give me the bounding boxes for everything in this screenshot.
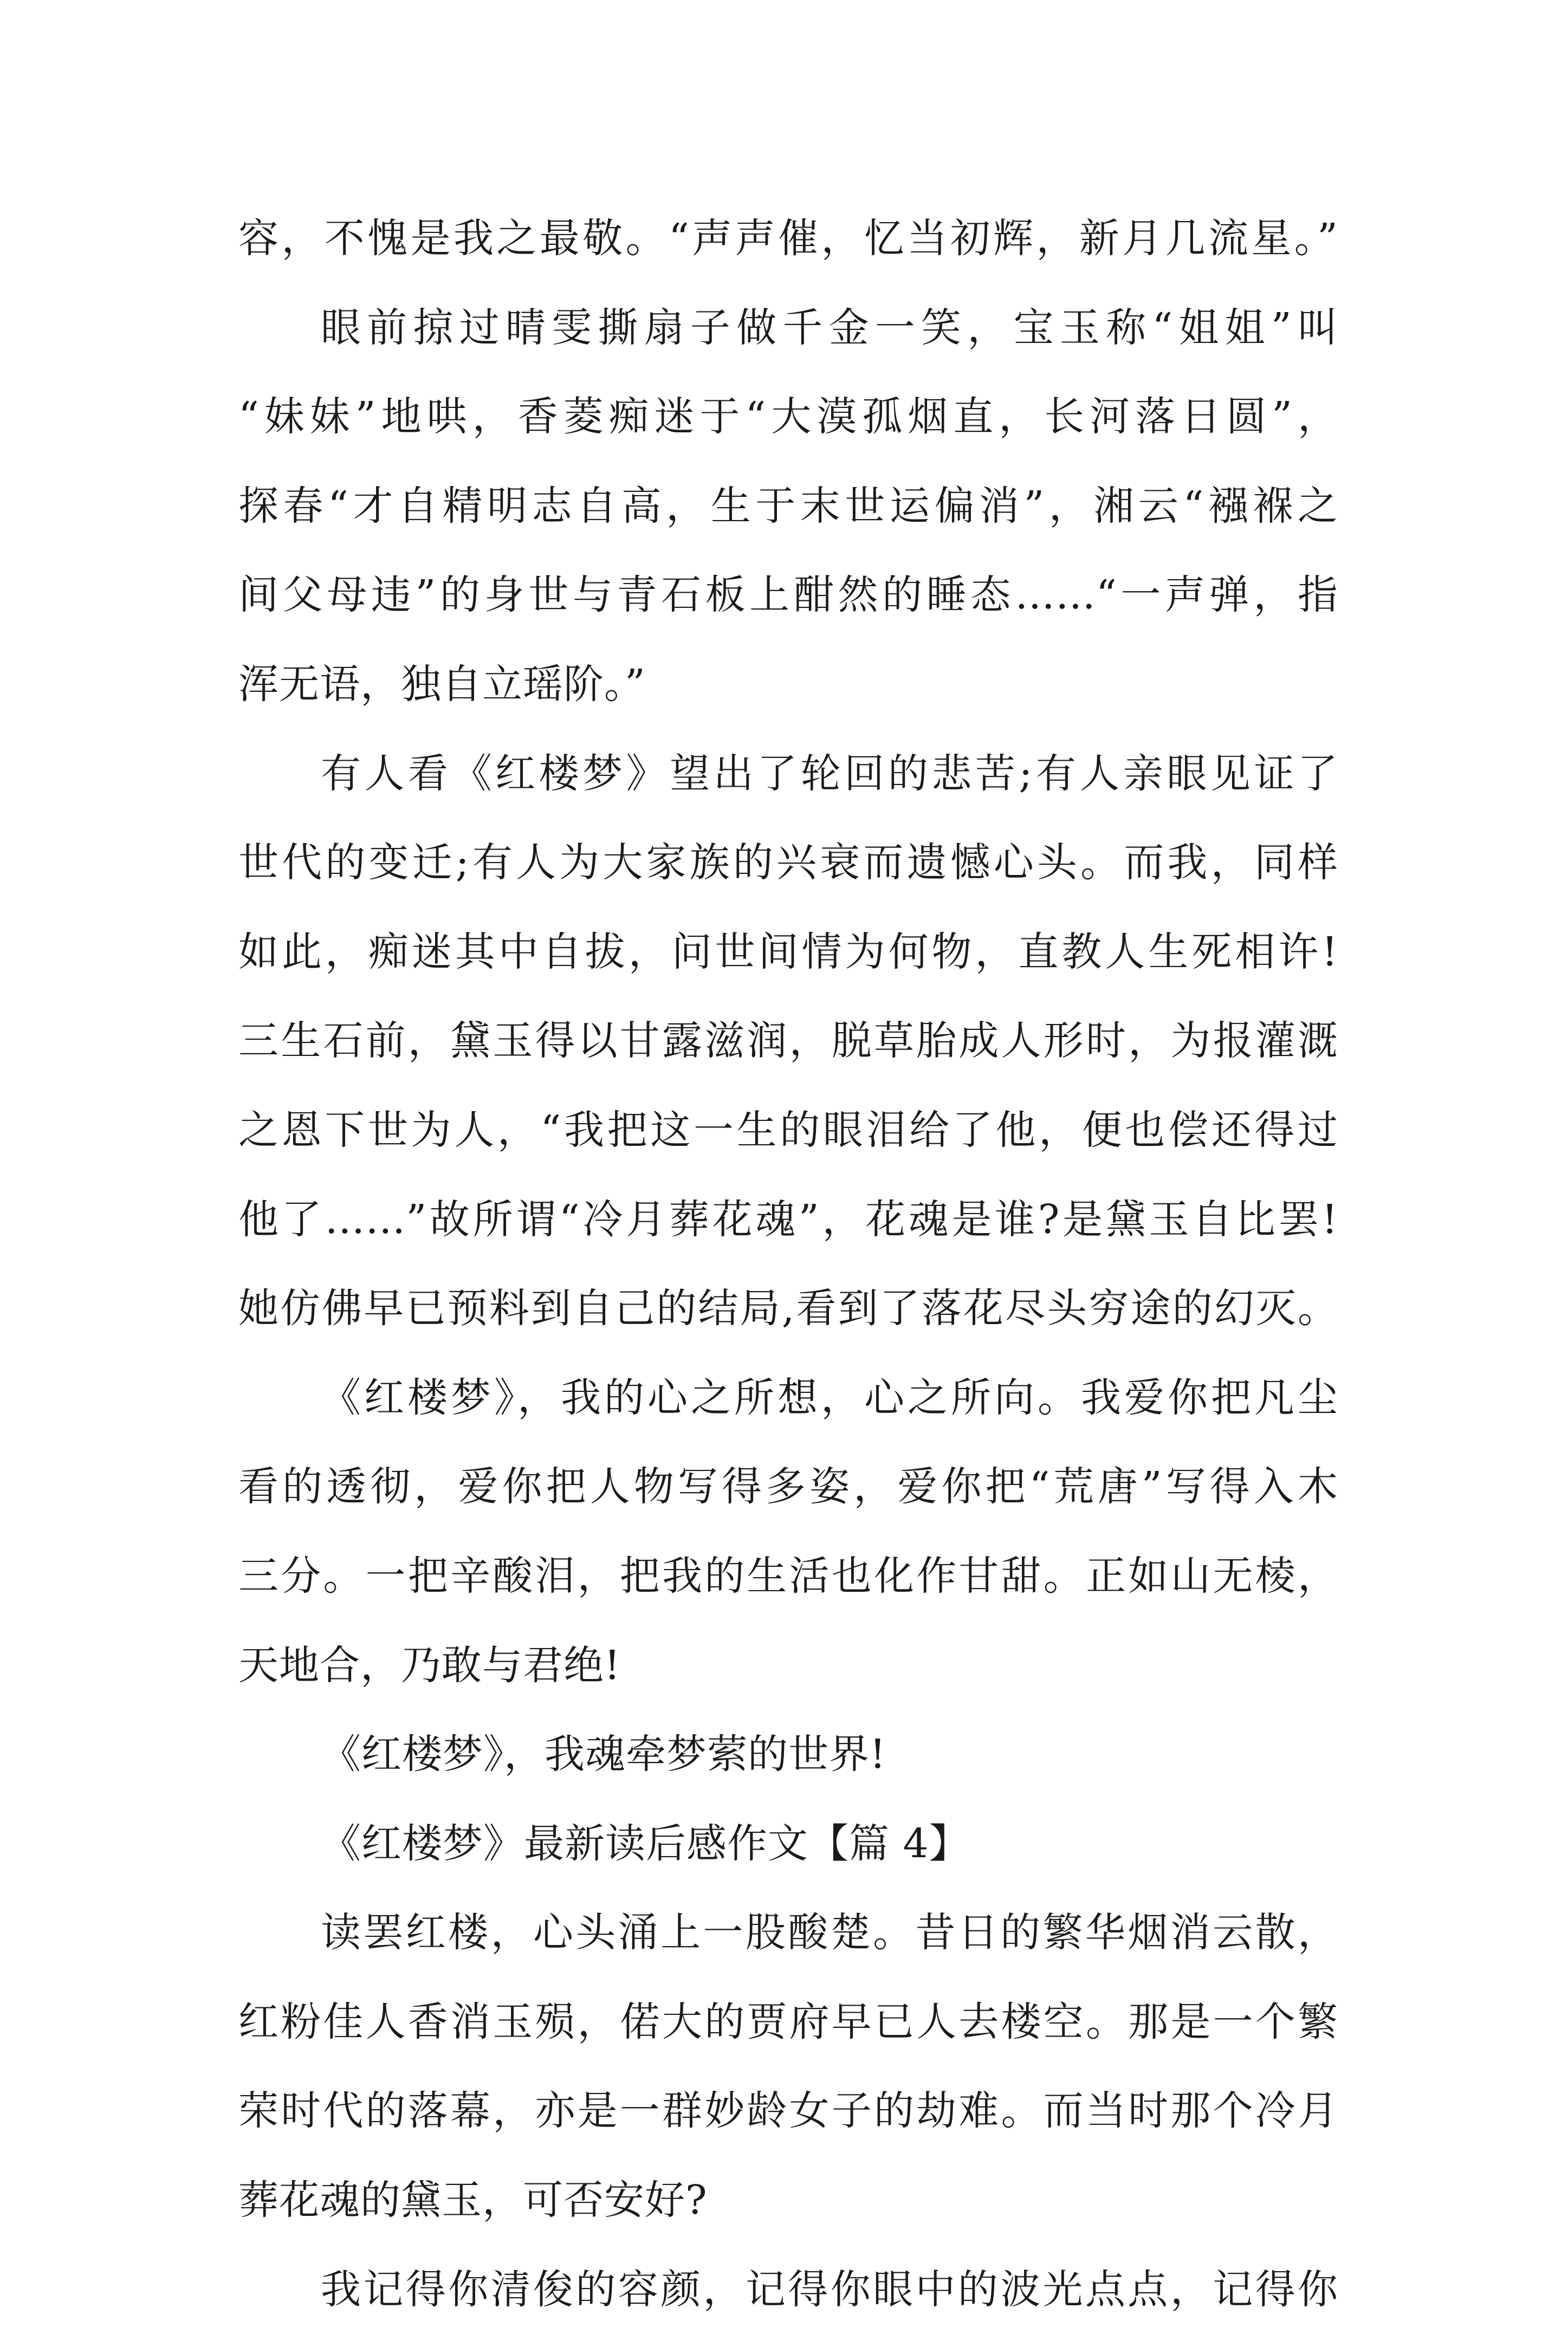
text-line: 三生石前，黛玉得以甘露滋润，脱草胎成人形时，为报灌溉 xyxy=(238,1017,1338,1065)
text-line: 《红楼梦》最新读后感作文【篇 4】 xyxy=(321,1820,970,1867)
text-line: 我记得你清俊的容颜，记得你眼中的波光点点，记得你 xyxy=(321,2266,1338,2313)
text-line: 他了……”故所谓“冷月葬花魂”，花魂是谁?是黛玉自比罢! xyxy=(238,1196,1338,1243)
text-line: 眼前掠过晴雯撕扇子做千金一笑，宝玉称“姐姐”叫 xyxy=(321,304,1338,351)
text-line: 葬花魂的黛玉，可否安好? xyxy=(238,2177,708,2224)
text-line: 读罢红楼，心头涌上一股酸楚。昔日的繁华烟消云散， xyxy=(321,1909,1338,1956)
essay-text xyxy=(238,194,1338,2334)
text-line: “妹妹”地哄，香菱痴迷于“大漠孤烟直，长河落日圆”， xyxy=(238,393,1338,440)
text-line: 浑无语，独自立瑶阶。” xyxy=(238,660,646,708)
text-line: 看的透彻，爱你把人物写得多姿，爱你把“荒唐”写得入木 xyxy=(238,1463,1338,1510)
text-line: 世代的变迁;有人为大家族的兴衰而遗憾心头。而我，同样 xyxy=(238,839,1338,886)
text-line: 容，不愧是我之最敬。“声声催，忆当初辉，新月几流星。” xyxy=(238,215,1338,262)
text-line: 之恩下世为人，“我把这一生的眼泪给了他，便也偿还得过 xyxy=(238,1106,1338,1153)
text-line: 如此，痴迷其中自拔，问世间情为何物，直教人生死相许! xyxy=(238,928,1338,975)
text-line: 三分。一把辛酸泪，把我的生活也化作甘甜。正如山无棱， xyxy=(238,1552,1338,1599)
text-line: 她仿佛早已预料到自己的结局,看到了落花尽头穷途的幻灭。 xyxy=(238,1285,1338,1332)
text-line: 《红楼梦》，我魂牵梦萦的世界! xyxy=(321,1731,886,1778)
text-line: 有人看《红楼梦》望出了轮回的悲苦;有人亲眼见证了 xyxy=(321,750,1338,797)
text-line: 荣时代的落幕，亦是一群妙龄女子的劫难。而当时那个冷月 xyxy=(238,2087,1338,2135)
text-line: 天地合，乃敢与君绝! xyxy=(238,1642,621,1689)
text-line: 探春“才自精明志自高，生于末世运偏消”，湘云“襁褓之 xyxy=(238,482,1338,529)
text-line: 《红楼梦》，我的心之所想，心之所向。我爱你把凡尘 xyxy=(321,1374,1338,1421)
text-line: 间父母违”的身世与青石板上酣然的睡态……“一声弹，指 xyxy=(238,572,1338,619)
text-line: 红粉佳人香消玉殒，偌大的贾府早已人去楼空。那是一个繁 xyxy=(238,1998,1338,2045)
